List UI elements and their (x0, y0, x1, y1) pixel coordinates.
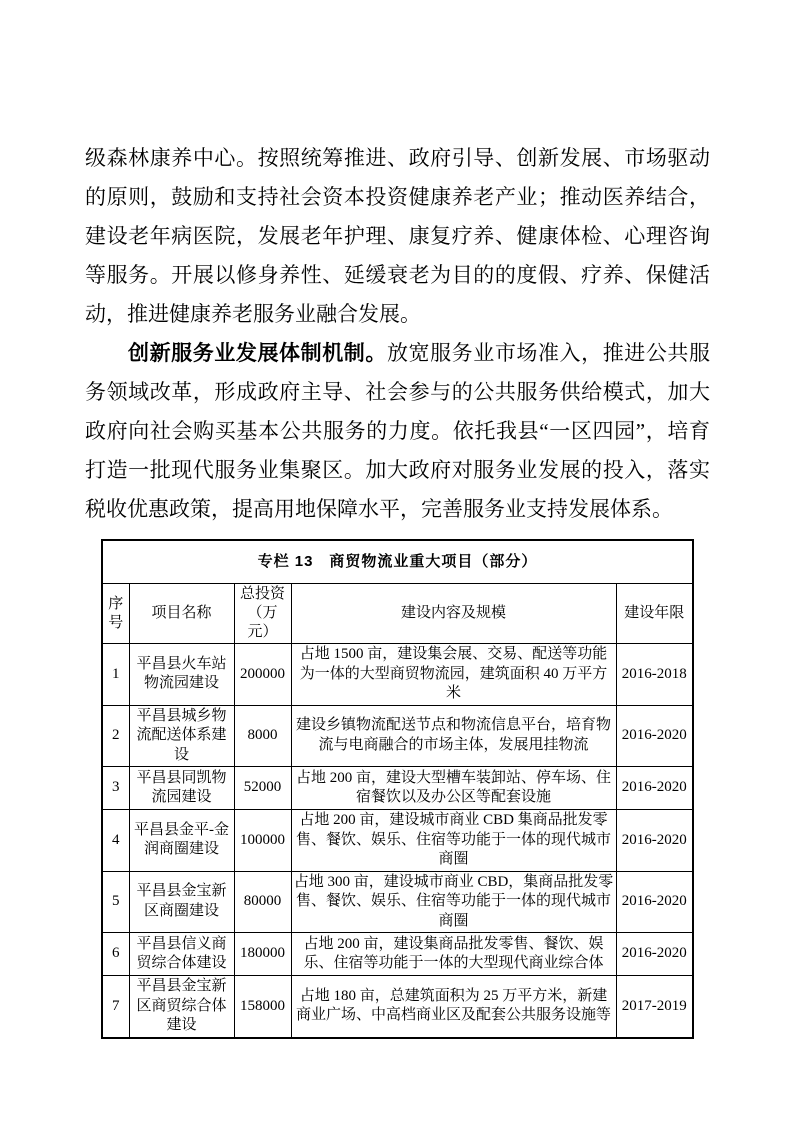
cell-investment: 180000 (234, 933, 291, 976)
cell-years: 2016-2020 (616, 810, 693, 872)
cell-content: 占地 200 亩，建设大型槽车装卸站、停车场、住宿餐饮以及办公区等配套设施 (291, 767, 616, 810)
cell-investment: 100000 (234, 810, 291, 872)
cell-project-name: 平昌县金宝新区商贸综合体建设 (129, 976, 234, 1038)
table-row (102, 644, 693, 706)
table-row (102, 976, 693, 1038)
major-projects-table (101, 539, 694, 1039)
cell-seq: 2 (102, 705, 129, 767)
cell-years: 2016-2020 (616, 871, 693, 933)
cell-years: 2016-2018 (616, 644, 693, 706)
cell-project-name: 平昌县城乡物流配送体系建设 (129, 705, 234, 767)
cell-seq: 7 (102, 976, 129, 1038)
column-header-years: 建设年限 (616, 584, 693, 644)
paragraph-text: 级森林康养中心。按照统筹推进、政府引导、创新发展、市场驱动的原则，鼓励和支持社会资本投资健康养老产业；推动医养结合，建设老年病医院，发展老年护理、康复疗养、健康体检、心理咨询等服务。开展以修身养性、延缓衰老为目的的度假、疗养、保健活动，推进健康养老服务业融合发展。 (85, 146, 710, 326)
table-title-row (102, 540, 693, 584)
table-row (102, 767, 693, 810)
cell-years: 2016-2020 (616, 933, 693, 976)
cell-content: 占地 180 亩，总建筑面积为 25 万平方米，新建商业广场、中高档商业区及配套公共服务设施等 (291, 976, 616, 1038)
cell-project-name: 平昌县金平-金润商圈建设 (129, 810, 234, 872)
table-row (102, 871, 693, 933)
paragraph-service-industry-reform (85, 334, 710, 529)
table-row (102, 705, 693, 767)
column-header-investment: 总投资 （万元） (234, 584, 291, 644)
cell-investment: 158000 (234, 976, 291, 1038)
cell-seq: 3 (102, 767, 129, 810)
cell-content: 占地 200 亩，建设城市商业 CBD 集商品批发零售、餐饮、娱乐、住宿等功能于一体的现代城市商圈 (291, 810, 616, 872)
cell-project-name: 平昌县信义商贸综合体建设 (129, 933, 234, 976)
cell-project-name: 平昌县同凯物流园建设 (129, 767, 234, 810)
table-row (102, 810, 693, 872)
cell-seq: 6 (102, 933, 129, 976)
cell-project-name: 平昌县火车站物流园建设 (129, 644, 234, 706)
cell-years: 2017-2019 (616, 976, 693, 1038)
cell-seq: 1 (102, 644, 129, 706)
cell-investment: 200000 (234, 644, 291, 706)
cell-years: 2016-2020 (616, 705, 693, 767)
cell-project-name: 平昌县金宝新区商圈建设 (129, 871, 234, 933)
cell-investment: 8000 (234, 705, 291, 767)
cell-investment: 52000 (234, 767, 291, 810)
table-row (102, 933, 693, 976)
column-header-name: 项目名称 (129, 584, 234, 644)
cell-content: 占地 200 亩，建设集商品批发零售、餐饮、娱乐、住宿等功能于一体的大型现代商业综合体 (291, 933, 616, 976)
cell-content: 建设乡镇物流配送节点和物流信息平台，培育物流与电商融合的市场主体，发展甩挂物流 (291, 705, 616, 767)
paragraph-text: 放宽服务业市场准入，推进公共服务领域改革，形成政府主导、社会参与的公共服务供给模式，加大政府向社会购买基本公共服务的力度。依托我县“一区四园”，培育打造一批现代服务业集聚区。加大政府对服务业发展的投入，落实税收优惠政策，提高用地保障水平，完善服务业支持发展体系。 (85, 341, 711, 521)
paragraph-bold-lead: 创新服务业发展体制机制。 (128, 341, 387, 365)
cell-years: 2016-2020 (616, 767, 693, 810)
cell-investment: 80000 (234, 871, 291, 933)
cell-content: 占地 1500 亩，建设集会展、交易、配送等功能为一体的大型商贸物流园，建筑面积 40 万平方米 (291, 644, 616, 706)
paragraph-health-elderly-care (85, 139, 710, 334)
cell-seq: 4 (102, 810, 129, 872)
table-header-row (102, 584, 693, 644)
column-header-content: 建设内容及规模 (291, 584, 616, 644)
table-title: 专栏 13 商贸物流业重大项目（部分） (102, 540, 693, 584)
cell-seq: 5 (102, 871, 129, 933)
cell-content: 占地 300 亩，建设城市商业 CBD，集商品批发零售、餐饮、娱乐、住宿等功能于一体的现代城市商圈 (291, 871, 616, 933)
column-header-seq: 序 号 (102, 584, 129, 644)
